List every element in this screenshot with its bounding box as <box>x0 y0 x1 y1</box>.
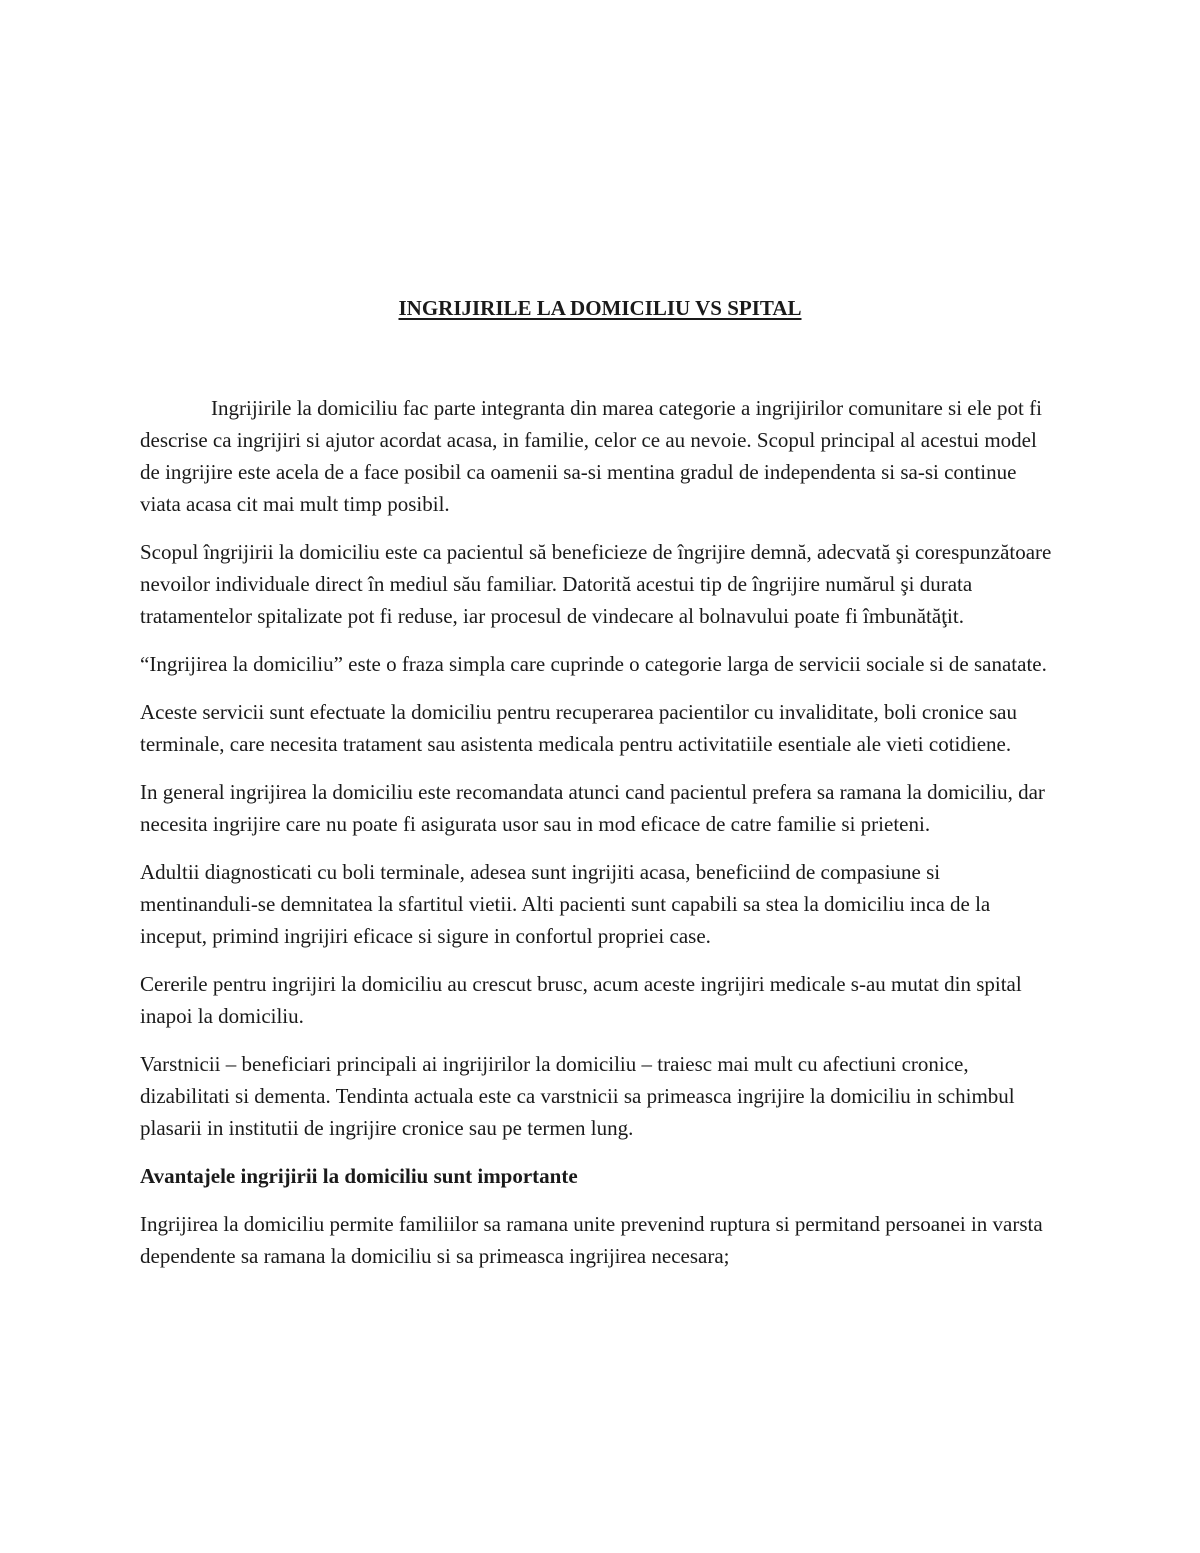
paragraph-intro: Ingrijirile la domiciliu fac parte integranta din marea categorie a ingrijirilor comunitare si ele pot fi descrise ca ingrijiri si ajutor acordat acasa, in familie, celor ce au nevoie. Scopul principal al acestui model de ingrijire este acela de a face posibil ca oamenii sa-si mentina gradul de independenta si sa-si continue viata acasa cit mai mult timp posibil. <box>140 396 1042 516</box>
paragraph-elderly: Varstnicii – beneficiari principali ai ingrijirilor la domiciliu – traiesc mai mult cu afectiuni cronice, dizabilitati si dementa. Tendinta actuala este ca varstnicii sa primeasca ingrijire la domiciliu in schimbul plasarii in institutii de ingrijire cronice sau pe termen lung. <box>140 1052 1015 1140</box>
paragraph-definition: “Ingrijirea la domiciliu” este o fraza simpla care cuprinde o categorie larga de servicii sociale si de sanatate. <box>140 652 1047 676</box>
paragraph-demand: Cererile pentru ingrijiri la domiciliu au crescut brusc, acum aceste ingrijiri medicale s-au mutat din spital inapoi la domiciliu. <box>140 972 1022 1028</box>
section-heading-advantages: Avantajele ingrijirii la domiciliu sunt importante <box>140 1164 578 1188</box>
document-body <box>140 392 1060 1288</box>
paragraph-services: Aceste servicii sunt efectuate la domiciliu pentru recuperarea pacientilor cu invaliditate, boli cronice sau terminale, care necesita tratament sau asistenta medicala pentru activitatiile esentiale ale vieti cotidiene. <box>140 700 1017 756</box>
paragraph-advantages: Ingrijirea la domiciliu permite familiilor sa ramana unite prevenind ruptura si permitand persoanei in varsta dependente sa ramana la domiciliu si sa primeasca ingrijirea necesara; <box>140 1212 1043 1268</box>
paragraph-recommendation: In general ingrijirea la domiciliu este recomandata atunci cand pacientul prefera sa ramana la domiciliu, dar necesita ingrijire care nu poate fi asigurata usor sau in mod eficace de catre familie si prieteni. <box>140 780 1045 836</box>
document-title: INGRIJIRILE LA DOMICILIU VS SPITAL <box>398 296 802 320</box>
paragraph-terminal-patients: Adultii diagnosticati cu boli terminale, adesea sunt ingrijiti acasa, beneficiind de compasiune si mentinanduli-se demnitatea la sfartitul vietii. Alti pacienti sunt capabili sa stea la domiciliu inca de la inceput, primind ingrijiri eficace si sigure in confortul propriei case. <box>140 860 991 948</box>
paragraph-purpose: Scopul îngrijirii la domiciliu este ca pacientul să beneficieze de îngrijire demnă, adecvată şi corespunzătoare nevoilor individuale direct în mediul său familiar. Datorită acestui tip de îngrijire numărul şi durata tratamentelor spitalizate pot fi reduse, iar procesul de vindecare al bolnavului poate fi îmbunătăţit. <box>140 540 1052 628</box>
